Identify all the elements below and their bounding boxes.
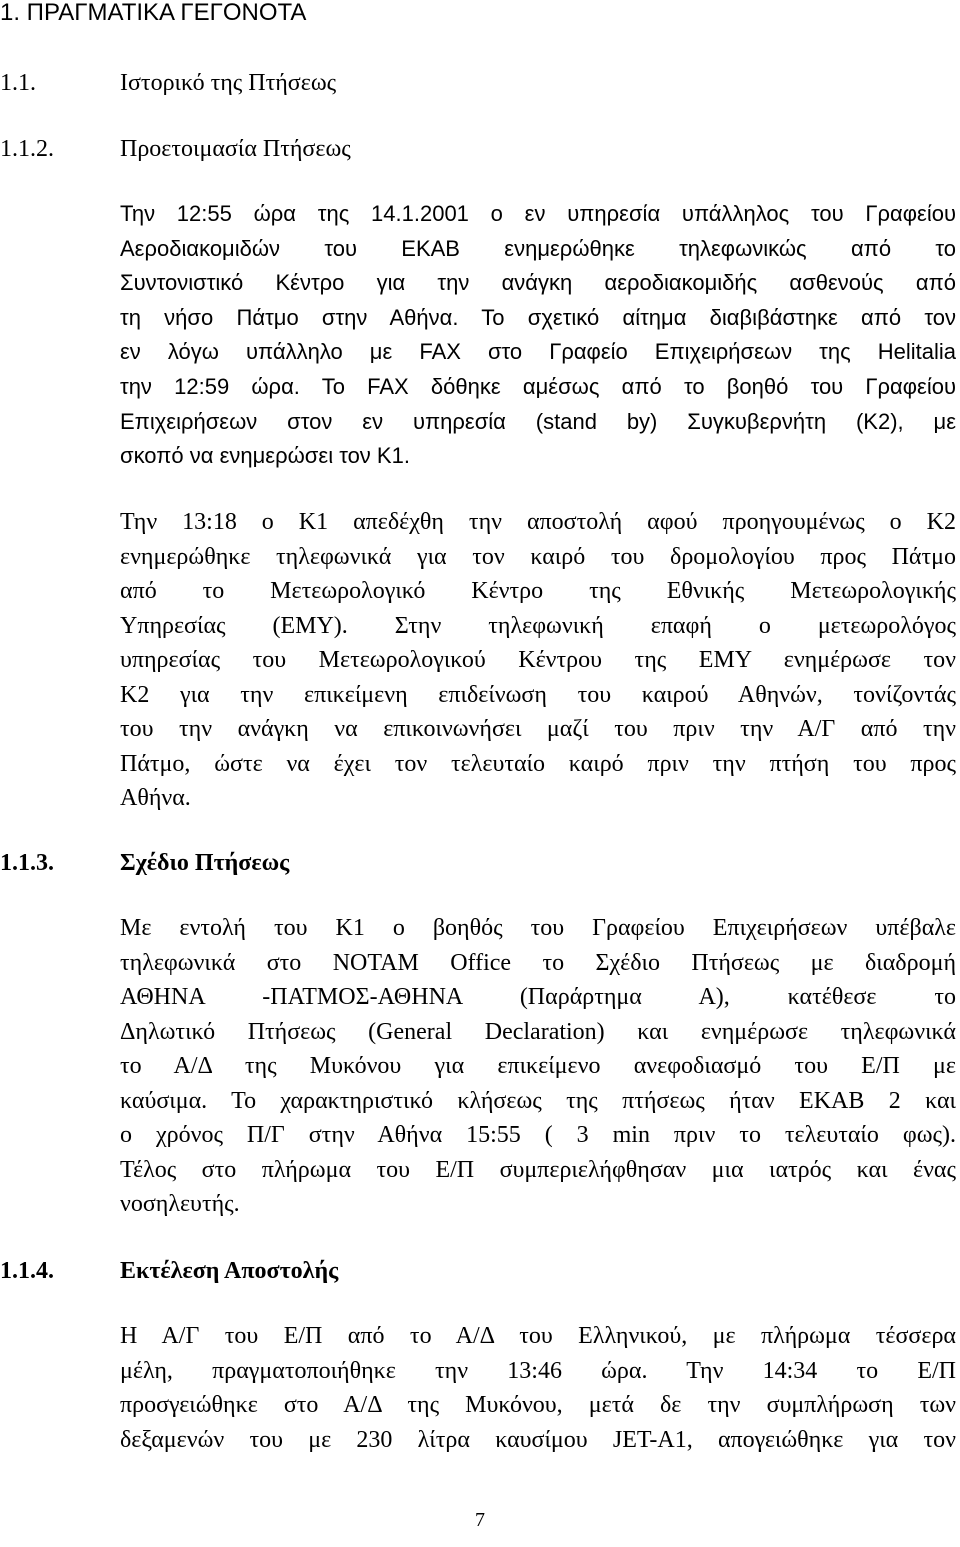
- text-line: ΑΘΗΝΑ -ΠΑΤΜΟΣ-ΑΘΗΝΑ (Παράρτημα Α), κατέθεσε το: [120, 984, 956, 1010]
- text-line: υπηρεσίας του Μετεωρολογικού Κέντρου της ΕΜΥ ενημέρωσε τον: [120, 647, 956, 673]
- text-line: Την 13:18 ο Κ1 απεδέχθη την αποστολή αφού προηγουμένως ο Κ2: [120, 509, 956, 535]
- item-number: 1.1.3.: [0, 850, 54, 876]
- text-line: μέλη, πραγματοποιήθηκε την 13:46 ώρα. Την 14:34 το Ε/Π: [120, 1357, 956, 1384]
- page-number: 7: [475, 1509, 485, 1531]
- subsection-number: 1.1.: [0, 70, 36, 96]
- item-title: Προετοιμασία Πτήσεως: [120, 136, 351, 162]
- paragraph-flight-preparation-1: [120, 197, 956, 474]
- text-line: δεξαμενών του με 230 λίτρα καυσίμου JET-A1, απογειώθηκε για τον: [120, 1426, 956, 1453]
- text-line: Υπηρεσίας (ΕΜΥ). Στην τηλεφωνική επαφή ο μετεωρολόγος: [120, 612, 956, 639]
- text-line: Επιχειρήσεων στον εν υπηρεσία (stand by) Συγκυβερνήτη (Κ2), με: [120, 408, 956, 434]
- text-line: προσγειώθηκε στο Α/Δ της Μυκόνου, μετά δε την συμπλήρωση των: [120, 1392, 956, 1418]
- text-line: ενημερώθηκε τηλεφωνικά για τον καιρό του δρομολογίου προς Πάτμο: [120, 543, 956, 570]
- text-line: από το Μετεωρολογικό Κέντρο της Εθνικής Μετεωρολογικής: [120, 578, 956, 604]
- text-line: Η Α/Γ του Ε/Π από το Α/Δ του Ελληνικού, με πλήρωμα τέσσερα: [120, 1323, 956, 1349]
- text-line: το Α/Δ της Μυκόνου για επικείμενο ανεφοδιασμό του Ε/Π με: [120, 1053, 956, 1079]
- text-line: τη νήσο Πάτμο στην Αθήνα. Το σχετικό αίτημα διαβιβάστηκε από τον: [120, 304, 956, 330]
- text-line: εν λόγω υπάλληλο με FAX στο Γραφείο Επιχειρήσεων της Helitalia: [120, 339, 956, 365]
- text-line: καύσιμα. Το χαρακτηριστικό κλήσεως της πτήσεως ήταν ΕΚΑΒ 2 και: [120, 1087, 956, 1114]
- paragraph-mission-execution: [120, 1319, 956, 1457]
- text-line: Αεροδιακομιδών του ΕΚΑΒ ενημερώθηκε τηλεφωνικώς από το: [120, 235, 956, 261]
- text-line: Πάτμο, ώστε να έχει τον τελευταίο καιρό πριν την πτήση του προς: [120, 750, 956, 777]
- text-line: την 12:59 ώρα. Το FAX δόθηκε αμέσως από το βοηθό του Γραφείου: [120, 373, 956, 399]
- text-line: Δηλωτικό Πτήσεως (General Declaration) και ενημέρωσε τηλεφωνικά: [120, 1018, 956, 1045]
- text-line: Τέλος στο πλήρωμα του Ε/Π συμπεριελήφθησαν μια ιατρός και ένας: [120, 1156, 956, 1183]
- text-line: Με εντολή του Κ1 ο βοηθός του Γραφείου Επιχειρήσεων υπέβαλε: [120, 915, 956, 941]
- text-line: Κ2 για την επικείμενη επιδείνωση του καιρού Αθηνών, τονίζοντάς: [120, 681, 956, 708]
- text-line: του την ανάγκη να επικοινωνήσει μαζί του πριν την Α/Γ από την: [120, 716, 956, 742]
- paragraph-flight-plan: [120, 911, 956, 1222]
- item-number: 1.1.2.: [0, 136, 54, 162]
- section-heading: 1. ΠΡΑΓΜΑΤΙΚΑ ΓΕΓΟΝΟΤΑ: [0, 0, 307, 26]
- item-number: 1.1.4.: [0, 1258, 54, 1284]
- text-line: Την 12:55 ώρα της 14.1.2001 ο εν υπηρεσία υπάλληλος του Γραφείου: [120, 201, 956, 226]
- text-line: Αθήνα.: [120, 785, 191, 811]
- item-title: Εκτέλεση Αποστολής: [120, 1258, 339, 1284]
- text-line: σκοπό να ενημερώσει τον Κ1.: [120, 443, 410, 469]
- paragraph-flight-preparation-2: [120, 505, 956, 816]
- item-title: Σχέδιο Πτήσεως: [120, 850, 290, 876]
- text-line: Συντονιστικό Κέντρο για την ανάγκη αεροδιακομιδής ασθενούς από: [120, 270, 956, 296]
- subsection-title: Ιστορικό της Πτήσεως: [120, 70, 337, 96]
- text-line: νοσηλευτής.: [120, 1191, 240, 1217]
- text-line: ο χρόνος Π/Γ στην Αθήνα 15:55 ( 3 min πριν το τελευταίο φως).: [120, 1122, 956, 1148]
- text-line: τηλεφωνικά στο NOTAM Office το Σχέδιο Πτήσεως με διαδρομή: [120, 949, 956, 976]
